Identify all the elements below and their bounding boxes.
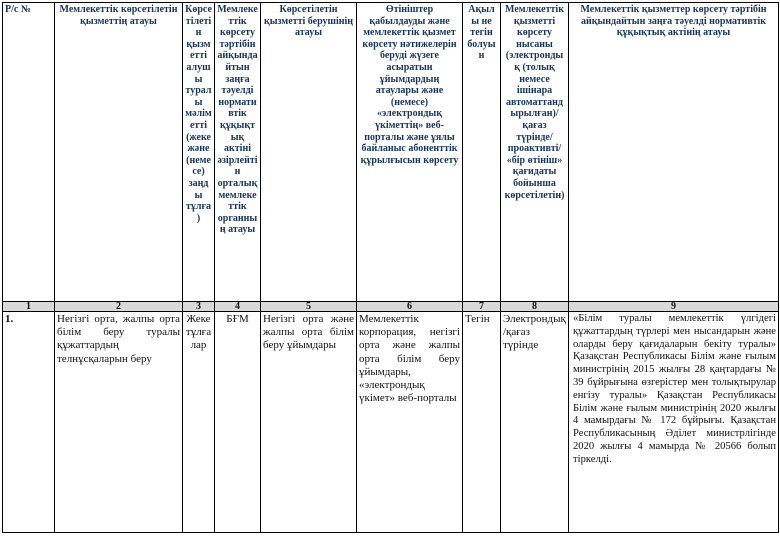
provider-cell: Негізгі орта және жалпы орта білім беру ұйымдары: [261, 312, 357, 533]
column-number: 6: [357, 302, 463, 312]
agency-cell: БҒМ: [215, 312, 261, 533]
column-number: 1: [3, 302, 55, 312]
column-number: 7: [463, 302, 501, 312]
column-number: 2: [55, 302, 183, 312]
column-number: 4: [215, 302, 261, 312]
header-cell-fee: Ақылы не тегін болуы н: [463, 3, 501, 302]
form-cell: Электрондық/қағаз түрінде: [501, 312, 569, 533]
header-cell-number: Р/с №: [3, 3, 55, 302]
recipient-cell: Жеке тұлғалар: [183, 312, 215, 533]
column-number: 9: [569, 302, 779, 312]
column-number: 3: [183, 302, 215, 312]
header-row: [3, 3, 779, 302]
fee-cell: Тегін: [463, 312, 501, 533]
header-cell-legal-act: Мемлекеттік қызметтер көрсету тәртібін айқындайтын заңға тәуелді нормативтік құқықтық актінің атауы: [569, 3, 779, 302]
column-number: 5: [261, 302, 357, 312]
public-services-register-table: [2, 2, 779, 533]
legal-act-cell: «Білім туралы мемлекеттік үлгідегі құжаттардың түрлері мен нысандарын және оларды беру қағидаларын бекіту туралы» Қазақстан Республикасы Білім және ғылым министрінің 2015 жылғы 28 қаңтардағы № 39 бұйрығына өзгерістер мен толықтырулар енгізу туралы» Қазақстан Республикасы Білім және ғылым министрінің 2020 жылғы 4 мамырдағы № 172 бұйрығы. Қазақстан Республикасының Әділет министрлігінде 2020 жылғы 4 мамырда № 20566 болып тіркелді.: [569, 312, 779, 533]
header-cell-service-name: Мемлекеттік көрсетілетін қызметтің атауы: [55, 3, 183, 302]
row-number: 1.: [3, 312, 55, 533]
header-cell-intake-orgs: Өтініштер қабылдауды және мемлекеттік қызмет көрсету нәтижелерін беруді жүзеге асыратын ұйымдардың атаулары және (немесе) «электрондық үкіметтің» веб-порталы және ұялы байланыс абоненттік құрылғысын көрсету: [357, 3, 463, 302]
header-cell-recipient: Көрсетілетін қызметті алушы туралы мәліметті (жеке және (немесе) заңды тұлға): [183, 3, 215, 302]
intake-orgs-cell: Мемлекеттік корпорация, негізгі орта және жалпы орта білім беру ұйымдары, «электрондық үкімет» веб-порталы: [357, 312, 463, 533]
service-name-cell: Негізгі орта, жалпы орта білім беру туралы құжаттардың телнұсқаларын беру: [55, 312, 183, 533]
header-cell-agency: Мемлекеттік көрсету тәртібін айқындайтын заңға тәуелді нормативтік құқықтық актіні әзірлейтін орталық мемлекеттік органның атауы: [215, 3, 261, 302]
header-cell-form: Мемлекеттік қызметті көрсету нысаны (электрондық (толық немесе ішінара автоматтандырылған)/ қағаз түрінде/ проактивті/ «бір өтініш» қағидаты бойынша көрсетілетін): [501, 3, 569, 302]
header-cell-provider: Көрсетілетін қызметті берушінің атауы: [261, 3, 357, 302]
table-row: [3, 312, 779, 533]
column-number-row: [3, 302, 779, 312]
column-number: 8: [501, 302, 569, 312]
